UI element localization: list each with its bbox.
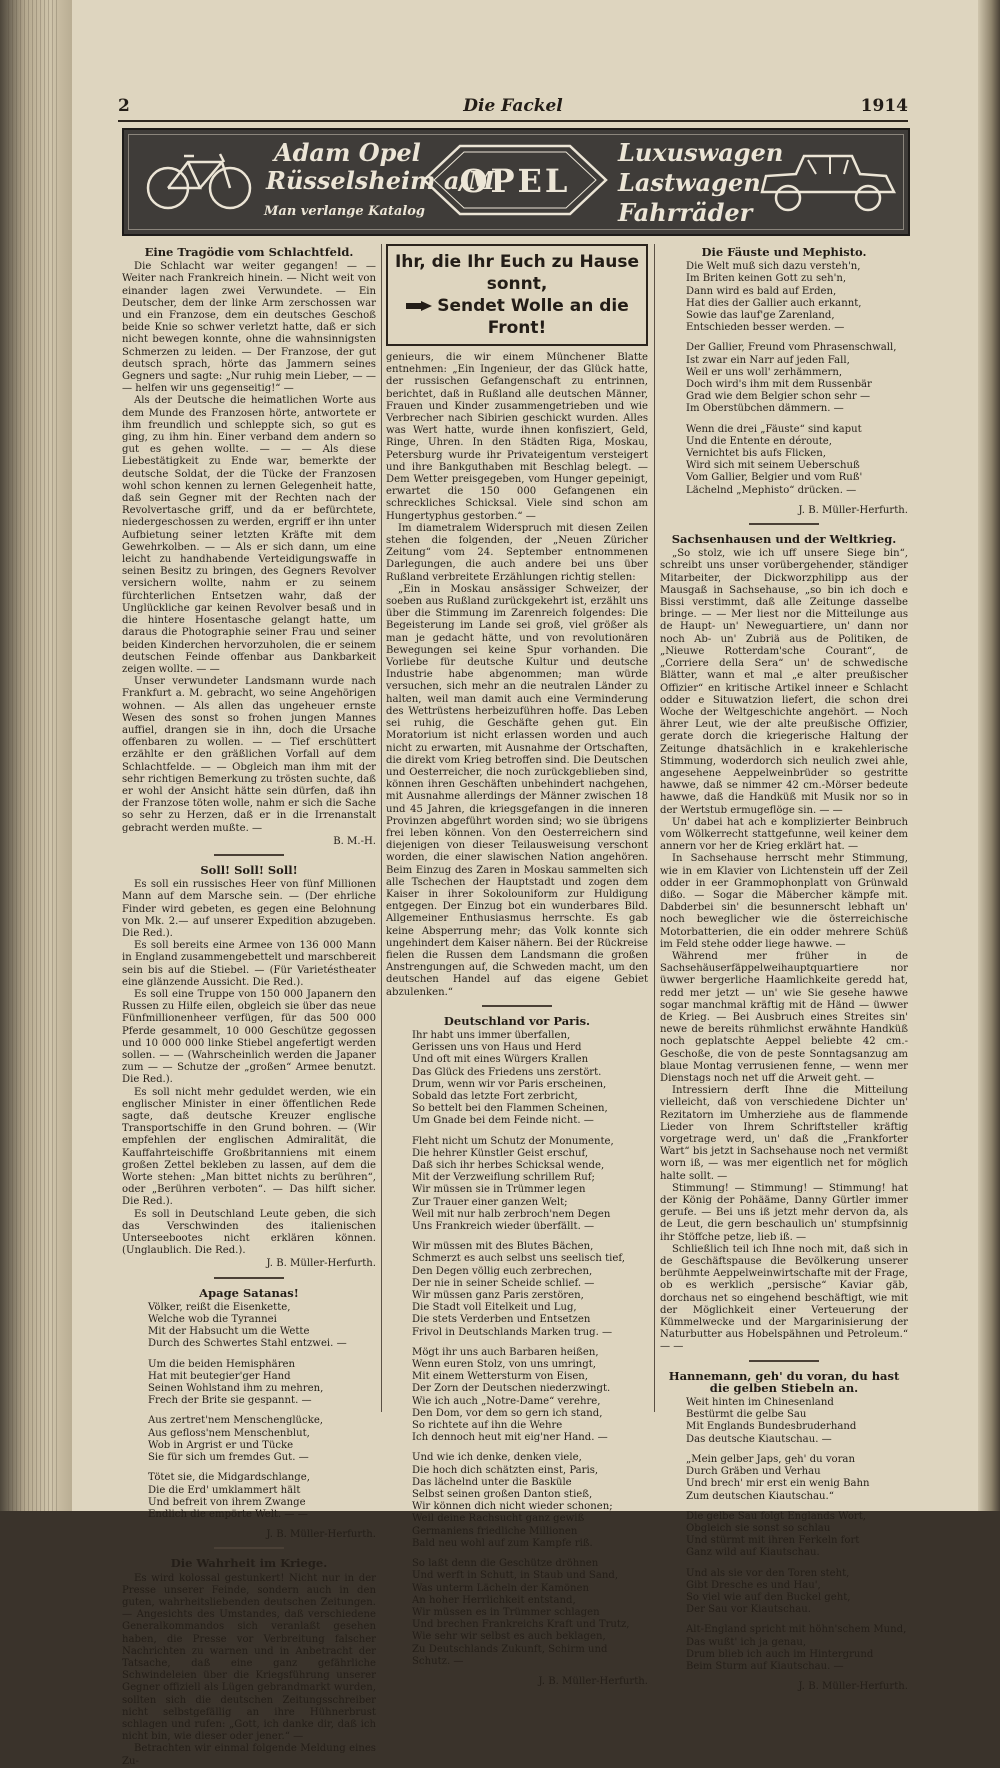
poem-title: Die Fäuste und Mephisto.	[701, 245, 867, 259]
poem-verse: Um Gnade bei dem Feinde nicht. —	[412, 1115, 594, 1127]
poem-verse: Der Gallier, Freund vom Phrasenschwall,	[686, 342, 897, 354]
poem-verse: Die hehrer Künstler Geist erschuf,	[412, 1147, 589, 1159]
poem-verse: Wir müssen sie in Trümmer legen	[412, 1184, 586, 1196]
poem-verse: Bald neu wohl auf zum Kampfe riß.	[412, 1537, 593, 1549]
poem-verse: Weil er uns woll' zerhämmern,	[686, 366, 843, 378]
poem-verse: Wird sich mit seinem Ueberschuß	[686, 460, 860, 472]
poem-verse: Wir müssen ganz Paris zerstören,	[412, 1290, 584, 1302]
poem-verse: Die die Erd' umklammert hält	[148, 1484, 301, 1496]
poem-stanza	[660, 261, 908, 334]
poem-verse: Entschieden besser werden. —	[686, 322, 845, 334]
poem-verse: Mit der Verzweiflung schrillem Ruf;	[412, 1172, 595, 1184]
appeal-line-2-row	[392, 295, 642, 339]
poem-verse: Im Oberstübchen dämmern. —	[686, 403, 844, 415]
poem-verse: Und werft in Schutt, in Staub und Sand,	[412, 1570, 619, 1582]
article-paragraph: Intressiern derft Ihne die Mitteilung vielleicht, daß von verschiedene Dichter un' Rezitatorn im Umherziehe aus de flammende Lieder von Ihrem Schriftsteller kräftig vorgetrage werd, un' daß die „Frankforter Wart“ bis jetzt in Sachsehause noch net vermißt worn iß, — was mer eigentlich net for möglich halte sollt. —	[660, 1085, 908, 1182]
article-paragraph: In Sachsehause herrscht mehr Stimmung, wie in em Klavier von Lichtenstein uff der Zeil odder in eer Grammophonplatt von Grünwald dißo. — Sogar die Mäbercher kämpfe mit. Dabderbei sin' die besunnerscht lebhaft un' noch beweglicher wie die österreichische Motorbatterien, die ein odder mehrere Schüß im Feld stehe odder liege hawwe. —	[660, 853, 908, 950]
ad-catalog-note: Man verlange Katalog	[264, 204, 426, 219]
poem-stanza	[122, 1472, 376, 1521]
poem-verse: Die hoch dich schätzten einst, Paris,	[412, 1464, 599, 1476]
column-rule-1	[381, 244, 382, 1412]
poem-signature: J. B. Müller-Herfurth.	[538, 1675, 648, 1687]
poem-verse: Frivol in Deutschlands Marken trug. —	[412, 1326, 613, 1338]
poem-verse: Wie sehr wir selbst es auch beklagen,	[412, 1631, 606, 1643]
poem-verse: Zu Deutschlands Zukunft, Schirm und Schutz. —	[412, 1643, 608, 1667]
section-divider	[482, 1005, 552, 1007]
poem-verse: Die stets Verderben und Entsetzen	[412, 1314, 591, 1326]
poem-stanza	[386, 1347, 648, 1445]
poem-verse: Den Degen völlig euch zerbrechen,	[412, 1265, 593, 1277]
pointing-hand-icon	[405, 300, 433, 312]
poem-verse: Drum blieb ich auch im Hintergrund	[686, 1648, 874, 1660]
poem-verse: Endlich die empörte Welt. — —	[148, 1508, 308, 1520]
poem-stanza	[122, 1302, 376, 1351]
poem-verse: Und die Entente en déroute,	[686, 435, 832, 447]
ad-company-location: Rüsselsheim a/M	[266, 166, 495, 195]
poem-verse: So bettelt bei den Flammen Scheinen,	[412, 1103, 608, 1115]
poem-verse: Und wie ich denke, denken viele,	[412, 1452, 582, 1464]
section-divider	[214, 1547, 284, 1549]
poem-signature: J. B. Müller-Herfurth.	[798, 504, 908, 516]
poem-verse: Die gelbe Sau folgt Englands Wort,	[686, 1510, 867, 1522]
poem-verse: Bestürmt die gelbe Sau	[686, 1409, 807, 1421]
poem-stanza	[386, 1241, 648, 1339]
poem-verse: Tötet sie, die Midgardschlange,	[148, 1472, 310, 1484]
poem-verse: Hat dies der Gallier auch erkannt,	[686, 297, 862, 309]
article-paragraph: Schließlich teil ich Ihne noch mit, daß sich in de Geschäftspause die Bevölkerung unserer berühmte Aeppelweinwirtschafte mit der Frage, ob es werklich „persische“ Kaviar gäb, dorchaus net so eingehend beschäftigt, wie mit der Möglichkeit einer Verteuerung der Kümmelwecke und der Margarinisierung der Naturbutter aus Hobelspähnen und Petroleum.“ — —	[660, 1243, 908, 1353]
poem-verse: Wie ich auch „Notre-Dame“ verehre,	[412, 1395, 601, 1407]
poem-verse: Völker, reißt die Eisenkette,	[148, 1301, 291, 1313]
wool-appeal-box	[386, 244, 648, 346]
poem-verse: Mit der Habsucht um die Wette	[148, 1326, 310, 1338]
poem-verse: Mit einem Wettersturm von Eisen,	[412, 1371, 589, 1383]
article-paragraph: Während mer früher in de Sachsehäuserfäppelweihauptquartiere nor üwwer bergerliche Haamlichkeite geredd hat, redd mer jetzt — un' wie Sie gesehe hawwe sogar manchmal kräftig mit de Händ — üwwer de Krieg. — Bei Ausbruch eines Streites sin' newe de bereits rühmlichst erwähnte Handküß noch geplatschte Aeppel beliebte 42 cm.-Geschoße, die von de peste Sonntagsanzug am blaue Montag verrusienen fenne, — wenn mer Dienstags noch net uff die Arweit geht. —	[660, 950, 908, 1084]
poem-verse: Durch Gräben und Verhau	[686, 1466, 821, 1478]
poem-verse: Ist zwar ein Narr auf jeden Fall,	[686, 354, 850, 366]
header-year: 1914	[860, 96, 908, 116]
poem-stanza	[660, 1454, 908, 1503]
poem-verse: Beim Sturm auf Kiautschau. —	[686, 1660, 844, 1672]
poem-verse: Und stürmt mit ihren Ferkeln fort	[686, 1535, 860, 1547]
poem-verse: Weil deine Rachsucht ganz gewiß	[412, 1513, 585, 1525]
poem-verse: Frech der Brite sie gespannt. —	[148, 1395, 312, 1407]
poem-verse: Germaniens friedliche Millionen	[412, 1525, 578, 1537]
poem-stanza	[660, 1568, 908, 1617]
article-paragraph: Es soll eine Truppe von 150 000 Japanern den Russen zu Hilfe eilen, obgleich sie über das neue Fünfmillionenheer verfügen, für das 500 000 Pferde gesammelt, 10 000 Geschütze gegossen und 10 000 000 linke Stiebel angefertigt werden sollen. — — (Wahrscheinlich werden die Japaner zum — — Schutze der „großen“ Armee benutzt. Die Red.).	[122, 988, 376, 1086]
poem-stanza	[386, 1030, 648, 1128]
poem-verse: Wenn die drei „Fäuste“ sind kaput	[686, 423, 862, 435]
automobile-icon	[756, 146, 900, 216]
article-paragraph: „Ein in Moskau ansässiger Schweizer, der soeben aus Rußland zurückgekehrt ist, erzählt uns über die Stimmung im Zarenreich folgendes: Die Begeisterung im Lande sei groß, viel größer als man je gedacht hätte, und von revolutionären Bewegungen sei keine Spur vorhanden. Die Vorliebe für deutsche Kultur und deutsche Industrie habe abgenommen; man würde versuchen, sich mehr an die neutralen Länder zu halten, weil man damit auch eine Verminderung des Wettrüstens herbeizuführen hoffe. Das Leben sei ruhig, die Geschäfte gehen gut. Ein Moratorium ist nicht erlassen worden und auch nicht zu erwarten, mit Ausnahme der Ortschaften, die direkt vom Krieg betroffen sind. Die Deutschen und Oesterreicher, die noch zurückgeblieben sind, können ihren Geschäften unbehindert nachgehen, mit Ausnahme allerdings der Männer zwischen 18 und 45 Jahren, die kriegsgefangen in die inneren Provinzen abgeführt worden sind; wo sie übrigens frei leben können. Von den Oesterreichern sind diejenigen von dieser Teilausweisung verschont worden, die einer slawischen Nation angehören. Beim Einzug des Zaren in Moskau sammelten sich alle Tschechen der Hauptstadt und zogen dem Kaiser in ihrer Sokolouniform zur Huldigung entgegen. Der Einzug bot ein wunderbares Bild. Allgemeiner Enthusiasmus herrschte. Es gab keine Absperrung mehr; das Volk konnte sich ungehindert dem Kaiser nähern. Bei der Rückreise fielen die Russen dem Landsmann die großen Anstrengungen auf, die Schweden macht, um den deutschen Handel auf das eigene Gebiet abzulenken.“	[386, 583, 648, 998]
poem-verse: Selbst seinen großen Danton stieß,	[412, 1489, 593, 1501]
poem-verse: Den Dom, vor dem so gern ich stand,	[412, 1407, 603, 1419]
poem-verse: Wir müssen es in Trümmer schlagen	[412, 1606, 600, 1618]
poem-verse: Vernichtet bis aufs Flicken,	[686, 448, 826, 460]
poem-verse: Wob in Argrist er und Tücke	[148, 1439, 294, 1451]
poem-verse: Der Sau vor Kiautschau.	[686, 1604, 811, 1616]
poem-verse: Obgleich sie sonst so schlau	[686, 1522, 831, 1534]
appeal-line-1: Ihr, die Ihr Euch zu Hause sonnt,	[394, 252, 640, 294]
poem-verse: So laßt denn die Geschütze dröhnen	[412, 1558, 599, 1570]
article-signature: B. M.-H.	[333, 835, 376, 847]
poem-verse: Mit Englands Bundesbruderhand	[686, 1421, 857, 1433]
ad-product-bicycles: Fahrräder	[618, 198, 753, 227]
poem-verse: Zum deutschen Kiautschau.“	[686, 1490, 834, 1502]
poem-verse: Aus gefloss'nem Menschenblut,	[148, 1427, 310, 1439]
poem-stanza	[660, 424, 908, 497]
poem-verse: Durch des Schwertes Stahl entzwei. —	[148, 1338, 347, 1350]
poem-verse: Dann wird es bald auf Erden,	[686, 285, 837, 297]
poem-verse: Welche wob die Tyrannei	[148, 1314, 277, 1326]
poem-verse: Das wußt' ich ja genau,	[686, 1636, 807, 1648]
poem-verse: Und oft mit eines Würgers Krallen	[412, 1054, 589, 1066]
poem-verse: Drum, wenn wir vor Paris erscheinen,	[412, 1078, 607, 1090]
poem-stanza	[660, 1397, 908, 1446]
poem-verse: Ich dennoch heut mit eig'ner Hand. —	[412, 1432, 608, 1444]
poem-verse: „Mein gelber Japs, geh' du voran	[686, 1453, 855, 1465]
poem-verse: Hat mit beutegier'ger Hand	[148, 1370, 291, 1382]
article-title: Eine Tragödie vom Schlachtfeld.	[144, 245, 354, 259]
article-paragraph: Im diametralem Widerspruch mit diesen Zeilen stehen die folgenden, der „Neuen Züricher Zeitung“ vom 24. September entnommenen Darlegungen, die auch andere bei uns über Rußland verbreitete Erzählungen richtig stellen:	[386, 522, 648, 583]
article-paragraph: Es soll nicht mehr geduldet werden, wie ein englischer Minister in einer öffentlichen Rede sagte, daß deutsche Kreuzer englische Transportschiffe in den Grund bohren. — (Wir empfehlen der englischen Admiralität, die Kauffahrteischiffe Großbritanniens mit einem großen Zettel bekleben zu lassen, auf dem die Worte stehen: „Man bittet nichts zu berühren“, oder „Berühren verboten“. — Das hilft sicher. Die Red.).	[122, 1086, 376, 1208]
section-divider	[749, 1360, 819, 1362]
poem-verse: Grad wie dem Belgier schon sehr —	[686, 391, 871, 403]
poem-verse: Sie für sich um fremdes Gut. —	[148, 1452, 309, 1464]
poem-verse: Das deutsche Kiautschau. —	[686, 1433, 832, 1445]
poem-verse: Fleht nicht um Schutz der Monumente,	[412, 1135, 614, 1147]
section-divider	[749, 523, 819, 525]
poem-verse: Im Briten keinen Gott zu seh'n,	[686, 273, 847, 285]
article-paragraph: Als der Deutsche die heimatlichen Worte aus dem Munde des Franzosen hörte, antwortete er ihm freundlich und schleppte sich, so gut es ging, zu ihm hin. Einer verband dem andern so gut es gehen wollte. — — — Als diese Liebestätigkeit zu Ende war, bemerkte der deutsche Soldat, der die Tücke der Franzosen wohl schon kennen zu lernen Gelegenheit hatte, daß sein Gegner mit der Rechten nach der Revolvertasche griff, und da er befürchtete, niedergeschossen zu werden, ergriff er ihn unter Aufbietung seiner letzten Kräfte mit dem Gewehrkolben. — — Als er sich dann, um eine leicht zu handhabende Verteidigungswaffe in seinen Besitz zu bringen, des Gegners Revolver versichern wollte, nahm er zu seinem fürchterlichen Entsetzen wahr, daß der Unglückliche gar keinen Revolver besaß und in die hintere Hosentasche gelangt hatte, um daraus die Photographie seiner Frau und seiner beiden Kinderchen hervorzuholen, die er seinem deutschen Feinde offenbar aus Dankbarkeit zeigen wollte. — —	[122, 395, 376, 675]
poem-stanza	[122, 1359, 376, 1408]
ad-company-name: Adam Opel	[274, 138, 421, 167]
poem-verse: Zur Trauer einer ganzen Welt;	[412, 1196, 568, 1208]
article-title: Soll! Soll! Soll!	[200, 862, 298, 877]
section-divider	[214, 1277, 284, 1279]
poem-verse: Das Glück des Friedens uns zerstört.	[412, 1066, 602, 1078]
poem-verse: Und befreit von ihrem Zwange	[148, 1496, 306, 1508]
poem-verse: An hoher Herrlichkeit entstand,	[412, 1594, 576, 1606]
poem-verse: Lächelnd „Mephisto“ drücken. —	[686, 484, 857, 496]
poem-verse: Wenn euren Stolz, von uns umringt,	[412, 1359, 596, 1371]
article-paragraph: „So stolz, wie ich uff unsere Siege bin“, schreibt uns unser vorübergehender, ständiger Mitarbeiter, der Dickworzphilipp aus der Mausgaß in Sachsehause, „so bin ich doch e Bissi verstimmt, daß alle Zeitunge dasselbe bringe. — — Mer liest nor die Mitteilunge aus de Haupt- un' Neweguartiere, un' dann nor noch Ab- un' Zubriä aus de Politiken, de „Nieuwe Rotterdam'sche Courant“, de „Corriere della Sera“ un' de schwedische Blätter, wann et mal „e alter preußischer Offizier“ en kritische Artikel inneer e Schlacht odder e Situwatzion liefert, die schon drei Woche der Weltgeschichte angehört. — Noch ährer Leut, wie der alte preußische Offizier, gerate dorch die kriegerische Haltung der Zeitunge dhatsächlich in e krakehlerische Stimmung, woderdorch sich neulich zwei ahle, angesehene Aeppelweinbrüder so gestritte hawwe, daß se nimmer 42 cm.-Mörser bedeute hawwe, daß die Handküß mit Musik nor so in der Wertstub ermugeflöge sin. — —	[660, 548, 908, 816]
article-paragraph: Die Schlacht war weiter gegangen! — — Weiter nach Frankreich hinein. — Nicht weit von einander lagen zwei Verwundete. — Ein Deutscher, dem der linke Arm zerschossen war und ein Franzose, dem ein deutsches Geschoß beide Knie so schwer verletzt hatte, daß er sich nicht bewegen konnte, ohne die wahnsinnigsten Schmerzen zu leiden. — Der Franzose, der gut deutsch sprach, hörte das Jammern seines Gegners und sagte: „Nur ruhig mein Lieber, — — — helfen wir uns gegenseitig!“ —	[122, 261, 376, 395]
poem-stanza	[660, 342, 908, 415]
poem-verse: Sobald das letzte Fort zerbricht,	[412, 1090, 578, 1102]
column-2	[386, 244, 648, 1687]
ad-product-trucks: Lastwagen	[618, 168, 761, 197]
poem-verse: Doch wird's ihm mit dem Russenbär	[686, 379, 872, 391]
poem-verse: Ihr habt uns immer überfallen,	[412, 1029, 571, 1041]
spine-page-edges	[8, 0, 58, 1511]
poem-verse: Wir können dich nicht wieder schonen;	[412, 1501, 613, 1513]
section-divider	[214, 854, 284, 856]
article-paragraph: Stimmung! — Stimmung! — Stimmung! hat der König der Pohääme, Danny Gürtler immer gerufe. — Bei uns iß jetzt mehr dervon da, als de Leut, die gern beschaulich un' stumpfsinnig ihr Stöffche petze, lieb iß. —	[660, 1182, 908, 1243]
column-3	[660, 244, 908, 1693]
poem-verse: Und als sie vor den Toren steht,	[686, 1567, 850, 1579]
poem-stanza	[386, 1452, 648, 1550]
article-title: Sachsenhausen und der Weltkrieg.	[671, 532, 897, 547]
poem-verse: Vom Gallier, Belgier und vom Ruß'	[686, 472, 863, 484]
appeal-line-2: Sendet Wolle an die Front!	[437, 296, 629, 338]
poem-stanza	[122, 1415, 376, 1464]
poem-verse: Sowie das lauf'ge Zarenland,	[686, 310, 835, 322]
article-signature: J. B. Müller-Herfurth.	[266, 1258, 376, 1270]
poem-stanza	[660, 1511, 908, 1560]
article-title: Die Wahrheit im Kriege.	[170, 1556, 328, 1571]
book-spine	[0, 0, 72, 1511]
poem-verse: Wir müssen mit des Blutes Bächen,	[412, 1241, 594, 1253]
poem-verse: Gerissen uns von Haus und Herd	[412, 1042, 582, 1054]
article-paragraph: Betrachten wir einmal folgende Meldung eines Zu-	[122, 1743, 376, 1767]
poem-verse: Ganz wild auf Kiautschau.	[686, 1547, 820, 1559]
bicycle-icon	[144, 142, 254, 212]
page-header	[118, 96, 908, 122]
article-paragraph: Es soll in Deutschland Leute geben, die sich das Verschwinden des italienischen Unterseebootes nicht erklären können. (Unglaublich. Die Red.).	[122, 1208, 376, 1257]
poem-stanza	[660, 1624, 908, 1673]
poem-verse: Gibt Dresche es und Hau',	[686, 1579, 821, 1591]
article-paragraph: Es soll bereits eine Armee von 136 000 Mann in England zusammengebettelt und marschbereit sein bis auf die Stiebel. — (Für Varietéstheater eine glänzende Aussicht. Die Red.).	[122, 940, 376, 988]
poem-stanza	[386, 1136, 648, 1234]
column-1	[122, 244, 376, 1767]
poem-title: Deutschland vor Paris.	[443, 1013, 591, 1028]
opel-logo	[420, 140, 610, 220]
poem-verse: Und brech' mir erst ein wenig Bahn	[686, 1478, 870, 1490]
article-paragraph: Es soll ein russisches Heer von fünf Millionen Mann auf dem Marsche sein. — (Der ehrliche Finder wird gebeten, es gegen eine Belohnung von Mk. 2.— auf unserer Expedition abzugeben. Die Red.).	[122, 879, 376, 939]
poem-verse: Der nie in seiner Scheide schlief. —	[412, 1277, 595, 1289]
poem-verse: Uns Frankreich wieder überfällt. —	[412, 1221, 595, 1233]
poem-verse: Die Stadt voll Eitelkeit und Lug,	[412, 1302, 577, 1314]
poem-verse: Das lächelnd unter die Basküle	[412, 1476, 572, 1488]
poem-verse: Die Welt muß sich dazu versteh'n,	[686, 261, 861, 273]
poem-verse: So viel wie auf den Buckel geht,	[686, 1591, 851, 1603]
column-rule-2	[654, 244, 655, 1412]
newspaper-title: Die Fackel	[463, 96, 563, 116]
poem-verse: Alt-England spricht mit höhn'schem Mund,	[686, 1624, 907, 1636]
poem-verse: Was unterm Lächeln der Kamönen	[412, 1582, 589, 1594]
poem-verse: Seinen Wohlstand ihm zu mehren,	[148, 1383, 324, 1395]
poem-title: Hannemann, geh' du voran, du hast die gelben Stiebeln an.	[668, 1368, 900, 1395]
poem-verse: Aus zertret'nem Menschenglücke,	[148, 1415, 323, 1427]
opel-logo-text: OPEL	[459, 162, 571, 200]
poem-signature: J. B. Müller-Herfurth.	[266, 1529, 376, 1541]
poem-verse: Mögt ihr uns auch Barbaren heißen,	[412, 1346, 599, 1358]
poem-verse: So richtete auf ihn die Wehre	[412, 1420, 563, 1432]
poem-signature: J. B. Müller-Herfurth.	[798, 1681, 908, 1693]
poem-stanza	[386, 1558, 648, 1668]
opel-advertisement	[122, 128, 910, 236]
page-number: 2	[118, 96, 130, 116]
poem-verse: Weil mit nur halb zerbroch'nem Degen	[412, 1208, 611, 1220]
article-paragraph: Unser verwundeter Landsmann wurde nach Frankfurt a. M. gebracht, wo seine Angehörigen wohnen. — Als allen das ungeheuer ernste Wesen des sonst so frohen jungen Mannes auffiel, drangen sie in ihn, doch die Ursache offenbaren zu wollen. — — Tief erschüttert erzählte er den gräßlichen Vorfall auf dem Schlachtfelde. — — Obgleich man ihm mit der sehr richtigen Bemerkung zu trösten suchte, daß er wohl der Ansicht hätte sein dürfen, daß ihn der Franzose töten wolle, nahm er sich die Sache so sehr zu Herzen, daß er in die Irrenanstalt gebracht werden mußte. —	[122, 676, 376, 834]
poem-verse: Um die beiden Hemisphären	[148, 1358, 296, 1370]
poem-verse: Der Zorn der Deutschen niederzwingt.	[412, 1383, 611, 1395]
poem-verse: Daß sich ihr herbes Schicksal wende,	[412, 1160, 605, 1171]
poem-verse: Weit hinten im Chinesenland	[686, 1397, 834, 1409]
ad-product-luxury-cars: Luxuswagen	[618, 138, 784, 167]
poem-verse: Schmerzt es auch selbst uns seelisch tief,	[412, 1253, 625, 1265]
page-right-edge	[978, 0, 1000, 1511]
article-paragraph: genieurs, die wir einem Münchener Blatte entnehmen: „Ein Ingenieur, der das Glück hatte, der russischen Gefangenschaft zu entrinnen, berichtet, daß in Rußland alle deutschen Männer, Frauen und Kinder zusammengetrieben und wie Verbrecher nach Sibirien geschickt wurden. Alles was Wert hatte, wurde ihnen konfisziert, Geld, Ringe, Uhren. In den Städten Riga, Moskau, Petersburg wurde ihr Privateigentum versteigert und ihre Bankguthaben mit Beschlag belegt. — Dem Wetter preisgegeben, vom Hunger gepeinigt, erwartet die 150 000 Gefangenen ein schreckliches Schicksal. Viele sind schon am Hungertyphus gestorben.“ —	[386, 352, 648, 522]
article-paragraph: Es wird kolossal gestunkert! Nicht nur in der Presse unserer Feinde, sondern auch in den guten, wahrheitsliebenden deutschen Zeitungen. — Angesichts des Umstandes, daß verschiedene Generalkommandos sich veranlaßt gesehen haben, die Presse vor Verbreitung falscher Nachrichten zu warnen und in Anbetracht der Tatsache, daß eine ganz gefährliche Schwindeleien über die Kriegsführung unserer Gegner offiziell als Lügen gebrandmarkt wurden, sollten sich die deutschen Zeitungsschreiber nicht selbstgefällig an ihre Hühnerbrust schlagen und rufen: „Gott, ich danke dir, daß ich nicht bin, wie dieser oder jener.“ —	[122, 1572, 376, 1743]
article-paragraph: Un' dabei hat ach e komplizierter Beinbruch vom Wölkerrecht stattgefunne, weil keiner dem annern vor her de Krieg erklärt hat. —	[660, 816, 908, 853]
poem-verse: Und brechen Frankreichs Kraft und Trutz,	[412, 1619, 630, 1631]
poem-title: Apage Satanas!	[199, 1285, 299, 1300]
